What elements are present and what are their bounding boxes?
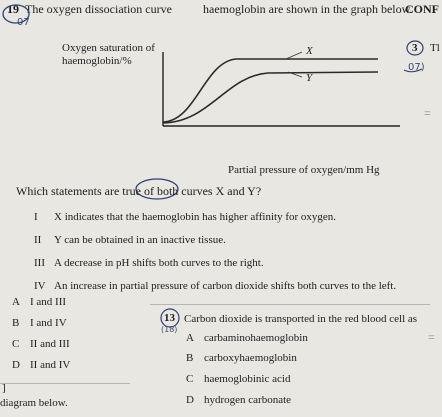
stem-after: of both curves X and Y? [143,184,262,198]
statement-1 [34,211,336,223]
option-text: hydrogen carbonate [204,394,292,406]
option-letter: C [12,338,20,350]
question-19-number: 19 [7,2,19,16]
statement-text: Y can be obtained in an inactive tissue. [54,234,226,246]
option-letter: D [186,394,194,406]
option-letter: B [186,352,194,364]
y-axis-label-line1: Oxygen saturation of [62,42,155,54]
q19-option-a[interactable] [12,296,66,308]
option-letter: B [12,317,20,329]
question-13-text: Carbon dioxide is transported in the red blood cell as [184,313,418,325]
option-letter: D [12,359,20,371]
statement-roman: III [34,257,45,269]
bottom-left-bracket: ] [2,382,6,394]
option-letter: C [186,373,194,385]
bottom-left-text: diagram below. [0,397,68,409]
side-mark-number: 3 [412,42,418,54]
statement-roman: I [34,211,38,223]
question-number-circle [3,5,29,23]
q19-option-d[interactable] [12,359,70,371]
side-equals-2: = [428,330,435,344]
divider-right [150,304,430,305]
side-header: CONF [405,2,439,16]
statement-3 [34,257,264,269]
option-text: II and III [30,338,70,350]
statement-text: A decrease in pH shifts both curves to the right. [54,257,264,269]
statement-roman: II [34,234,42,246]
question-19-title-part1: The oxygen dissociation curve [25,2,172,16]
q19-option-b[interactable] [12,317,67,329]
question-19-stem [16,184,261,199]
statement-4 [34,280,396,292]
x-axis-label: Partial pressure of oxygen/mm Hg [228,164,380,176]
option-text: carboxyhaemoglobin [204,352,297,364]
side-mark-text: Tl [430,42,440,54]
statement-text: An increase in partial pressure of carbon dioxide shifts both curves to the left. [54,280,397,292]
question-13-note: (18) [161,325,178,334]
side-equals-1: = [424,106,431,120]
option-text: carbaminohaemoglobin [204,332,308,344]
option-letter: A [12,296,20,308]
side-pen-stroke [404,69,422,72]
curve-x [163,59,378,122]
option-text: II and IV [30,359,71,371]
divider-bottom-left [0,383,130,384]
y-axis-label-line2: haemoglobin/% [62,55,132,67]
curve-x-label: X [306,45,313,57]
option-text: I and IV [30,317,67,329]
curve-y-label: Y [306,72,313,84]
q13-option-b[interactable] [186,352,297,364]
q19-option-c[interactable] [12,338,70,350]
statement-2 [34,234,226,246]
statement-text: X indicates that the haemoglobin has higher affinity for oxygen. [54,211,337,223]
q13-option-d[interactable] [186,394,291,406]
stem-before: Which statements are [16,184,120,198]
question-19-title-part2: haemoglobin are shown in the graph below. [203,2,413,16]
statement-roman: IV [34,280,46,292]
side-mark-note: 07) [408,62,425,73]
q13-option-c[interactable] [186,373,290,385]
q13-option-a[interactable] [186,332,308,344]
option-text: haemoglobinic acid [204,373,291,385]
question-13-number: 13 [164,312,175,324]
stem-circled-word: true [122,184,141,198]
option-text: I and III [30,296,67,308]
curve-x-leader [286,52,302,59]
question-19-marks-note: 07 [17,17,30,28]
option-letter: A [186,332,194,344]
side-number-circle [407,41,423,55]
